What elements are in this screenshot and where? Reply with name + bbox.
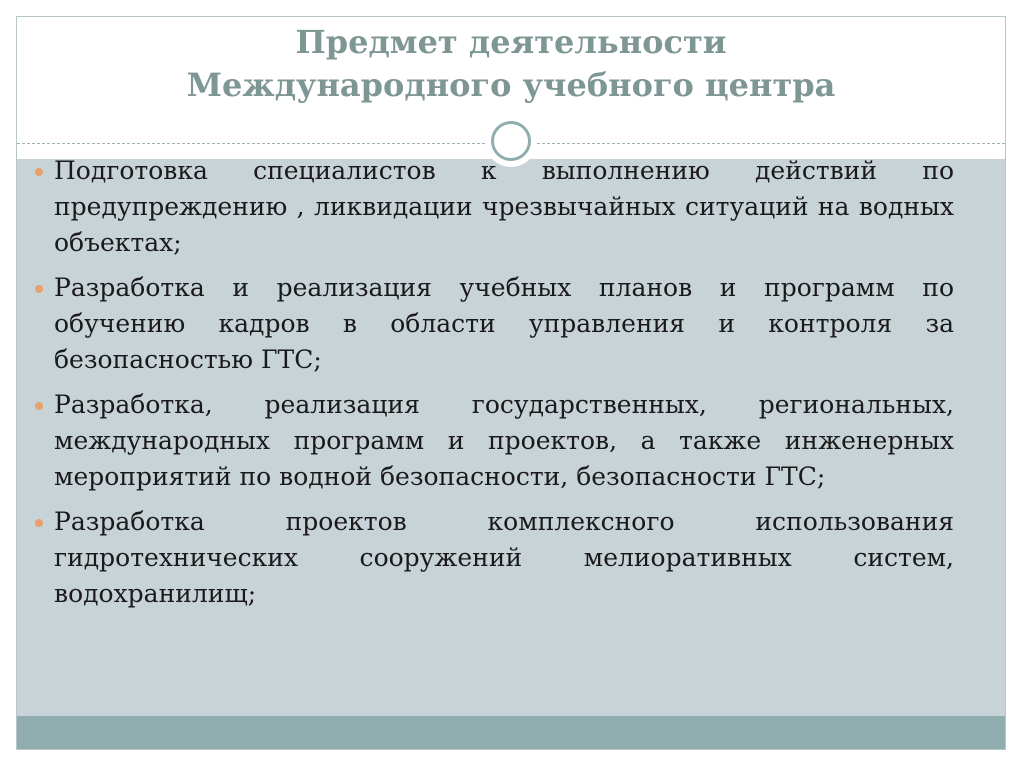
bullet-text: Подготовка специалистов к выполнению действий по предупреждению , ликвидации чрезвычайных ситуаций на водных объектах; [54, 156, 954, 257]
list-item [36, 504, 954, 612]
slide-title [17, 21, 1005, 107]
dot-bullet-icon [35, 168, 43, 176]
dot-bullet-icon [35, 402, 43, 410]
title-line-1: Предмет деятельности [295, 23, 727, 61]
footer-band [17, 716, 1005, 749]
bullet-text: Разработка и реализация учебных планов и программ по обучению кадров в области управления и контроля за безопасностью ГТС; [54, 273, 954, 374]
bullet-list [36, 153, 954, 621]
bullet-text: Разработка, реализация государственных, региональных, международных программ и проектов, а также инженерных мероприятий по водной безопасности, безопасности ГТС; [54, 390, 954, 491]
list-item [36, 387, 954, 495]
title-line-2: Международного учебного центра [186, 66, 836, 104]
dot-bullet-icon [35, 285, 43, 293]
list-item [36, 270, 954, 378]
dot-bullet-icon [35, 519, 43, 527]
list-item [36, 153, 954, 261]
bullet-text: Разработка проектов комплексного использования гидротехнических сооружений мелиоративных систем, водохранилищ; [54, 507, 954, 608]
